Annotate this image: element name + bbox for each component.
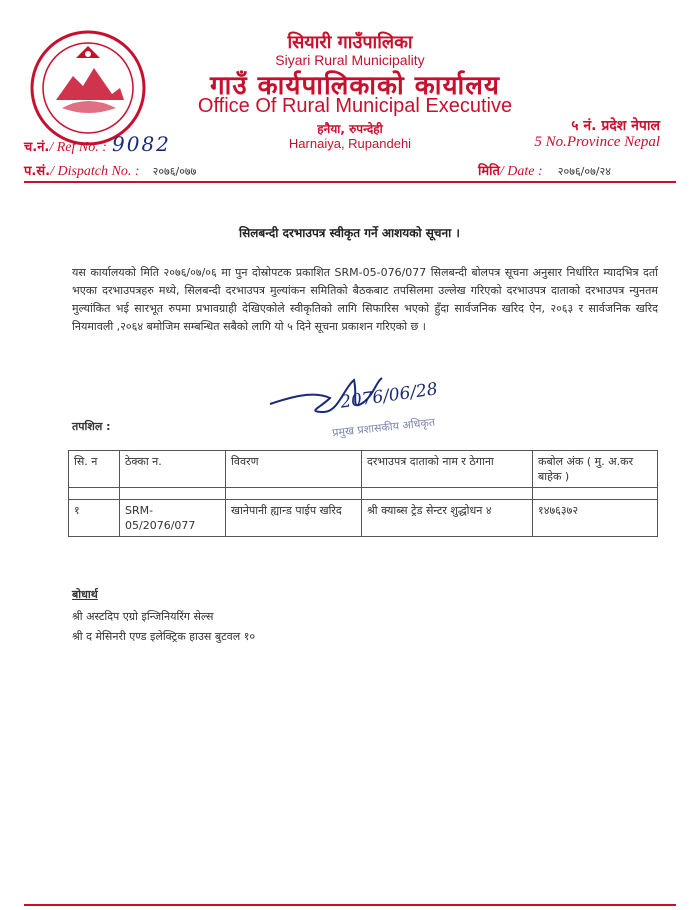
cell-sn: १ bbox=[69, 500, 120, 537]
cc-item: श्री अस्टदिप एग्रो इन्जिनियरिंग सेल्स bbox=[72, 610, 214, 623]
cc-label: बोधार्थ bbox=[72, 588, 98, 601]
col-header-description: विवरण bbox=[226, 451, 362, 488]
date bbox=[478, 160, 611, 180]
col-header-bid-amount: कबोल अंक ( मु. अ.कर बाहेक ) bbox=[533, 451, 658, 488]
col-header-contract-no: ठेक्का न. bbox=[120, 451, 226, 488]
notice-subject: सिलबन्दी दरभाउपत्र स्वीकृत गर्ने आशयको सूचना । bbox=[239, 226, 460, 240]
details-label: तपशिल : bbox=[72, 420, 111, 433]
col-header-sn: सि. न bbox=[69, 451, 120, 488]
province-np: ५ नं. प्रदेश नेपाल bbox=[571, 118, 660, 134]
dispatch-label-en: / Dispatch No. : bbox=[50, 164, 140, 179]
date-value: २०७६/०७/२४ bbox=[557, 165, 611, 178]
cc-item: श्री द मेसिनरी एण्ड इलेक्ट्रिक हाउस बुटवल १० bbox=[72, 630, 256, 643]
dispatch-label-np: प.सं. bbox=[24, 164, 51, 179]
office-name-en: Siyari Rural Municipality bbox=[275, 52, 425, 68]
table-row bbox=[69, 500, 658, 537]
signature-date: 2076/06/28 bbox=[339, 379, 439, 413]
ref-no bbox=[24, 132, 171, 156]
ref-label-np: च.नं. bbox=[24, 140, 50, 155]
dispatch-no bbox=[24, 160, 196, 180]
cell-description: खानेपानी ह्यान्ड पाईप खरिद bbox=[226, 500, 362, 537]
footer-divider bbox=[24, 904, 676, 906]
cell-bid-amount: १४७६३७२ bbox=[533, 500, 658, 537]
office-stamp: प्रमुख प्रशासकीय अधिकृत bbox=[331, 415, 436, 440]
table-spacer-row bbox=[69, 488, 658, 500]
dispatch-value: २०७६/०७७ bbox=[152, 165, 197, 178]
notice-paragraph: यस कार्यालयको मिति २०७६/०७/०६ मा पुन दोस्रोपटक प्रकाशित SRM-05-076/077 सिलबन्दी बोलपत्र सूचना अनुसार निर्धारित म्यादभित्र दर्ता भएका दरभाउपत्रहरु मध्ये, सिलबन्दी दरभाउपत्र मुल्यांकन समितिको बैठकबाट तपसिलमा उल्लेख गरिएको दरभाउपत्र दाताको दरभाउपत्र न्युनतम मुल्यांकित भई सारभूत रुपमा प्रभावग्राही देखिएकोले स्वीकृतिको लागि सिफारिस भएको हुँदा सार्वजनिक खरिद ऐन, २०६३ र सार्वजनिक खरिद नियमावली ,२०६४ बमोजिम सम्बन्धित सबैको लागि यो ५ दिने सूचना प्रकाशन गरिएको छ । bbox=[72, 266, 658, 333]
office-name-np: सियारी गाउँपालिका bbox=[287, 32, 413, 53]
date-label-np: मिति bbox=[478, 164, 500, 179]
ref-value: 9082 bbox=[112, 132, 171, 156]
office-title-en: Office Of Rural Municipal Executive bbox=[197, 95, 513, 117]
ref-label-en: / Ref No. : bbox=[49, 140, 107, 155]
table-header-row bbox=[69, 451, 658, 488]
col-header-bidder: दरभाउपत्र दाताको नाम र ठेगाना bbox=[362, 451, 533, 488]
location-en: Harnaiya, Rupandehi bbox=[288, 136, 412, 151]
cell-contract-no: SRM-05/2076/077 bbox=[120, 500, 226, 537]
province-en: 5 No.Province Nepal bbox=[534, 134, 660, 150]
location-np: हनैया, रुपन्देही bbox=[317, 122, 383, 136]
header-divider bbox=[24, 181, 676, 183]
emblem-logo bbox=[28, 28, 148, 148]
date-label-en: / Date : bbox=[499, 164, 543, 179]
details-table bbox=[68, 450, 658, 537]
office-title-np: गाउँ कार्यपालिकाको कार्यालय bbox=[210, 71, 500, 101]
cell-bidder: श्री क्याब्स ट्रेड सेन्टर शुद्धोधन ४ bbox=[362, 500, 533, 537]
